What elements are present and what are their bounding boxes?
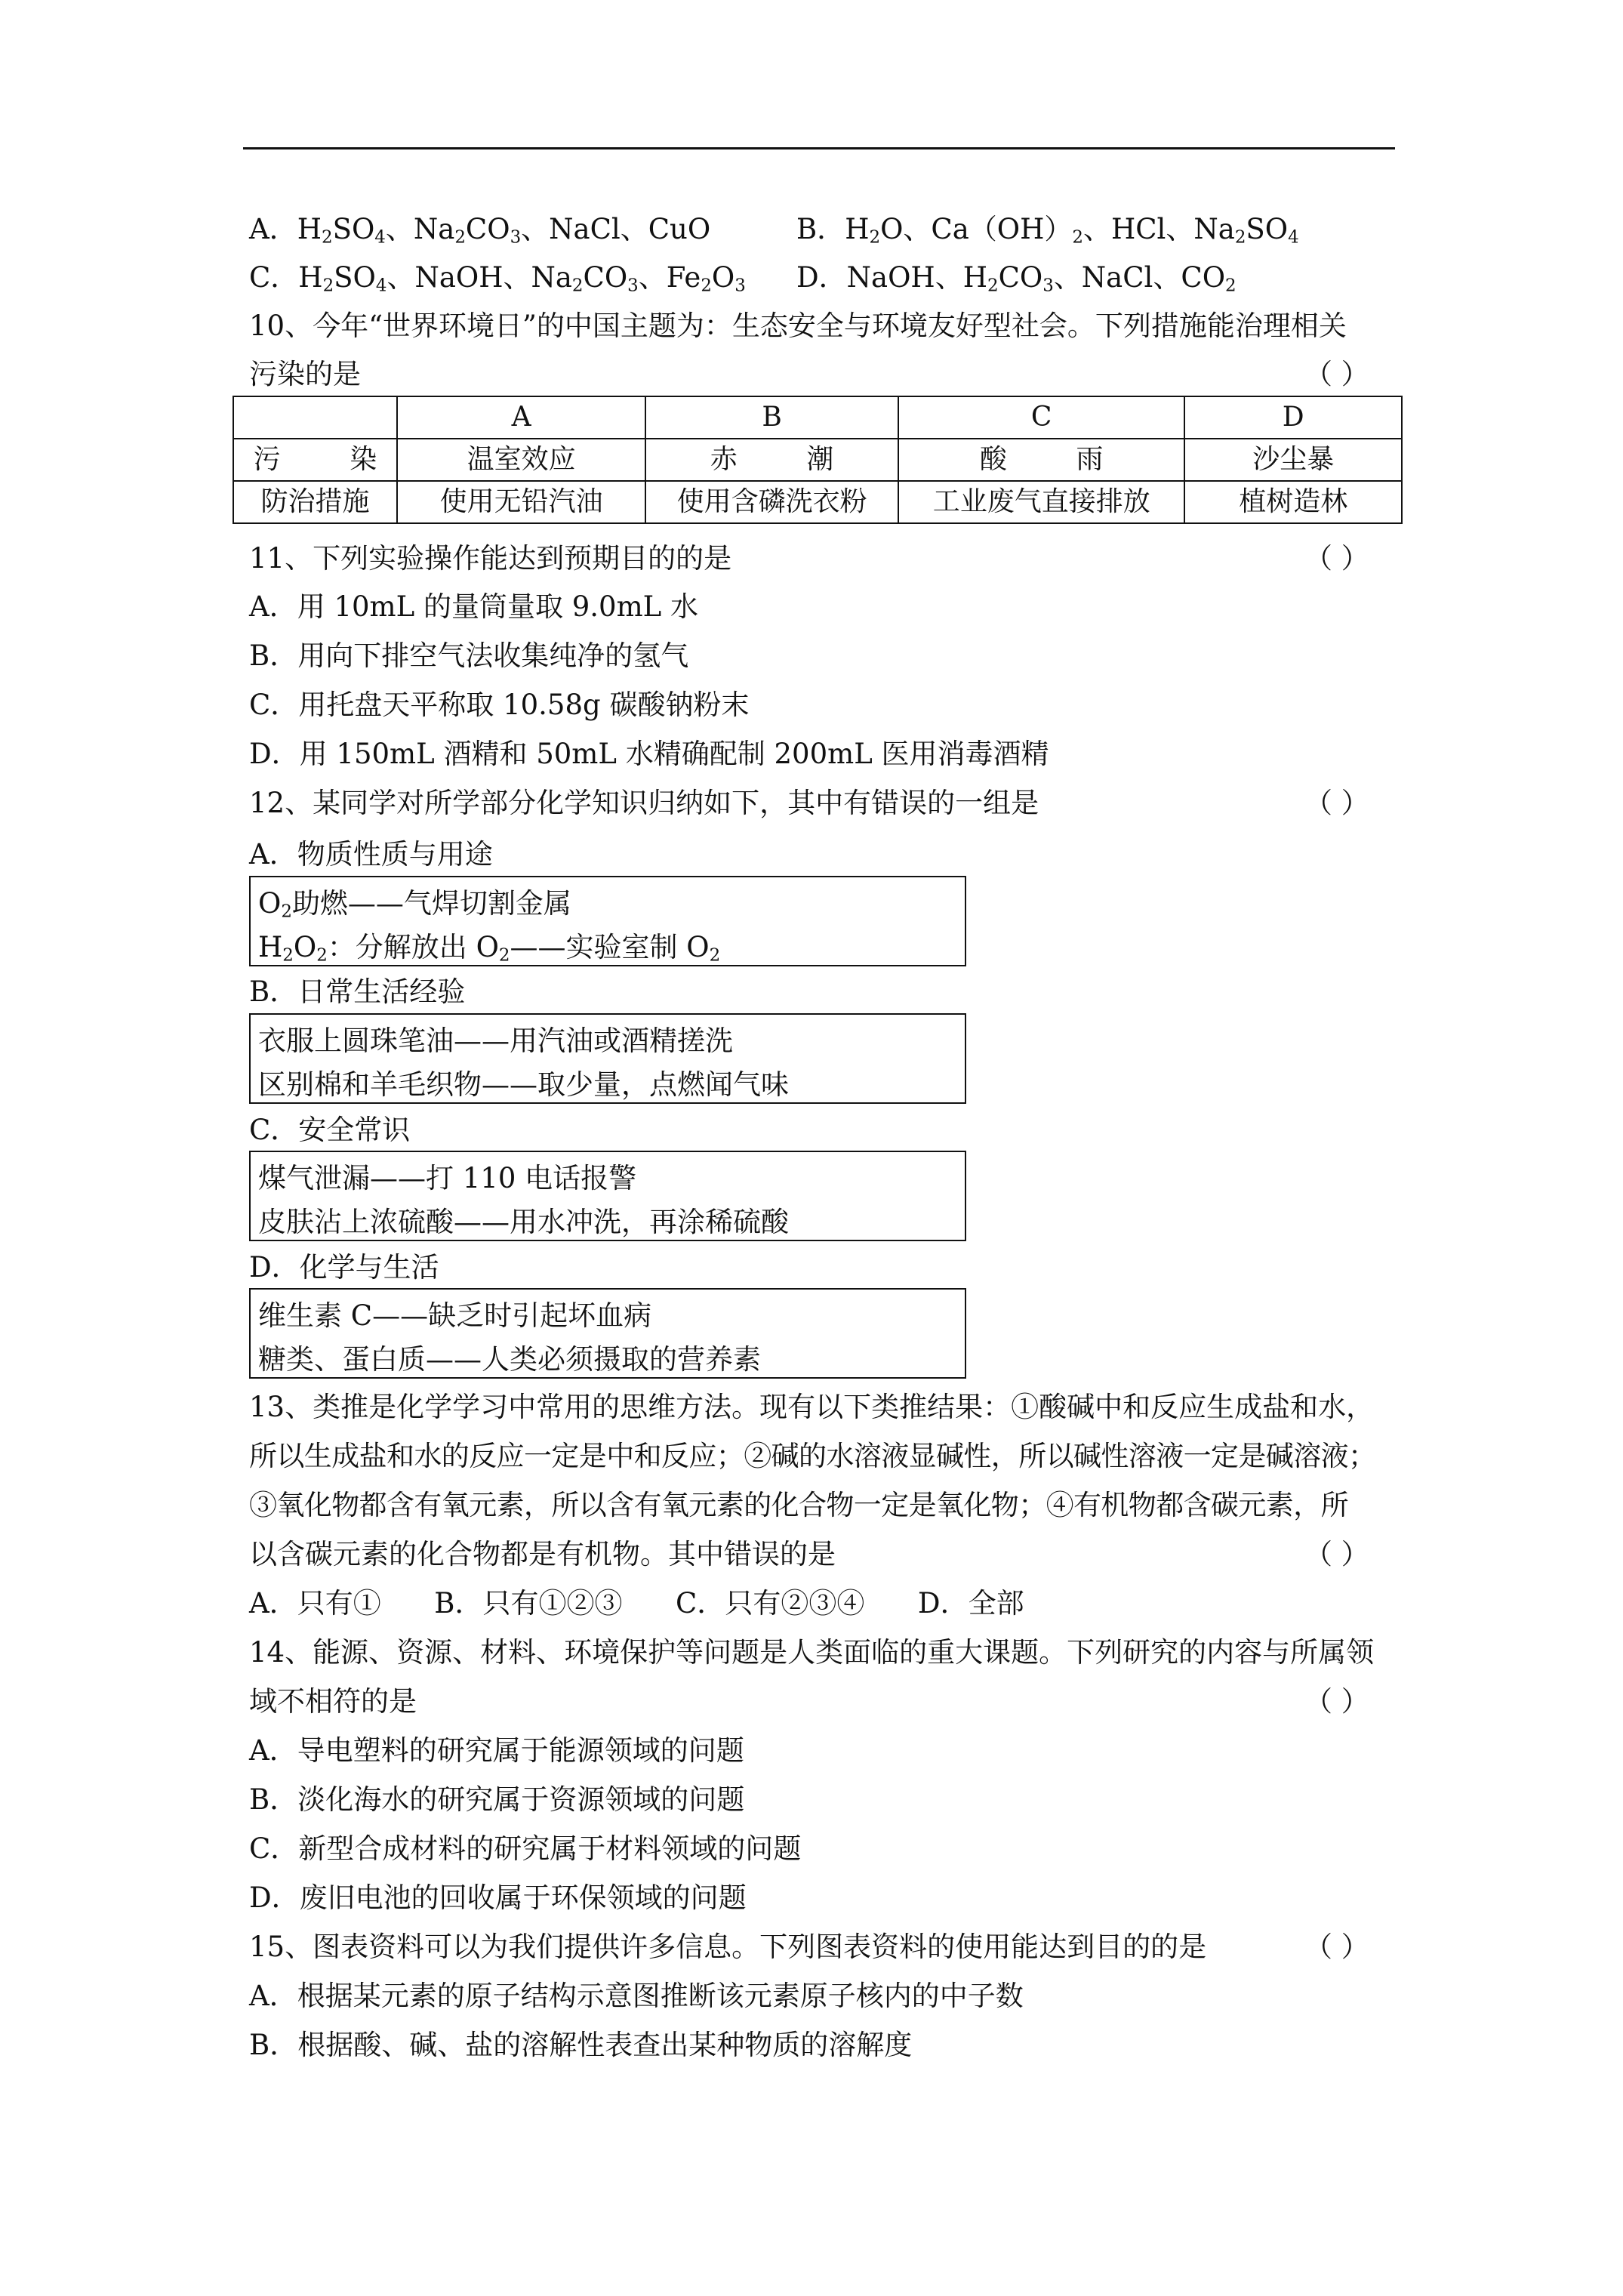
q11-option-a: A．用 10mL 的量筒量取 9.0mL 水 — [249, 590, 698, 623]
q13-line4: 以含碳元素的化合物都是有机物。其中错误的是 — [249, 1538, 836, 1570]
q13-options: A．只有① B．只有①②③ C．只有②③④ D．全部 — [249, 1587, 1024, 1620]
q14-line2: 域不相符的是 — [249, 1685, 417, 1718]
q10-stem-line2: 污染的是 — [249, 358, 361, 390]
table-row — [233, 439, 1402, 481]
q12-b-line1: 衣服上圆珠笔油——用汽油或酒精搓洗 — [258, 1025, 733, 1057]
q12-option-b-label: B．日常生活经验 — [249, 975, 466, 1008]
table-cell: 温室效应 — [397, 439, 645, 481]
table-cell: A — [397, 396, 645, 439]
table-cell: B — [645, 396, 898, 439]
q13-line3: ③氧化物都含有氧元素，所以含有氧元素的化合物一定是氧化物；④有机物都含碳元素，所 — [249, 1489, 1348, 1521]
q14-line1: 14、能源、资源、材料、环境保护等问题是人类面临的重大课题。下列研究的内容与所属领 — [249, 1636, 1375, 1669]
q12-option-a-label: A．物质性质与用途 — [249, 838, 493, 871]
table-cell: 使用无铅汽油 — [397, 481, 645, 523]
q10-answer-paren: （ ） — [1304, 358, 1369, 390]
q14-option-b: B．淡化海水的研究属于资源领域的问题 — [249, 1783, 745, 1816]
q12-option-d-box — [249, 1288, 966, 1379]
table-cell: C — [898, 396, 1185, 439]
q12-option-a-box — [249, 876, 966, 966]
table-row — [233, 481, 1402, 523]
q10-stem-line1: 10、今年“世界环境日”的中国主题为：生态安全与环境友好型社会。下列措施能治理相关 — [249, 310, 1347, 342]
q11-answer-paren: （ ） — [1304, 542, 1369, 575]
table-cell: 酸 雨 — [898, 439, 1185, 481]
q9-option-c: C．$H_2SO_4$、NaOH、$Na_2CO_3$、$Fe_2O_3$ — [249, 261, 746, 296]
table-cell: 工业废气直接排放 — [898, 481, 1185, 523]
q14-option-a: A．导电塑料的研究属于能源领域的问题 — [249, 1734, 744, 1767]
q12-c-line2: 皮肤沾上浓硫酸——用水冲洗，再涂稀硫酸 — [258, 1206, 789, 1238]
table-cell: 赤 潮 — [645, 439, 898, 481]
q11-option-b: B．用向下排空气法收集纯净的氢气 — [249, 639, 689, 672]
q12-b-line2: 区别棉和羊毛织物——取少量，点燃闻气味 — [258, 1068, 789, 1101]
q12-a-line1: $O_2$助燃——气焊切割金属 — [258, 887, 571, 922]
q13-answer-paren: （ ） — [1304, 1538, 1369, 1570]
q12-answer-paren: （ ） — [1304, 787, 1369, 819]
q12-option-c-box — [249, 1151, 966, 1241]
table-header-row — [233, 396, 1402, 439]
q14-answer-paren: （ ） — [1304, 1685, 1369, 1718]
table-cell: 污 染 — [233, 439, 397, 481]
q12-d-line1: 维生素 C——缺乏时引起坏血病 — [258, 1299, 652, 1332]
q13-line2: 所以生成盐和水的反应一定是中和反应；②碱的水溶液显碱性，所以碱性溶液一定是碱溶液； — [249, 1440, 1376, 1472]
q13-line1: 13、类推是化学学习中常用的思维方法。现有以下类推结果：①酸碱中和反应生成盐和水， — [249, 1391, 1375, 1423]
q12-option-d-label: D．化学与生活 — [249, 1251, 439, 1284]
q14-option-c: C．新型合成材料的研究属于材料领域的问题 — [249, 1832, 802, 1865]
q9-option-b: B．$H_2O$、$Ca(OH)_2$、HCl、$Na_2SO_4$ — [796, 213, 1299, 248]
q12-c-line1: 煤气泄漏——打 110 电话报警 — [258, 1162, 637, 1194]
q15-stem: 15、图表资料可以为我们提供许多信息。下列图表资料的使用能达到目的的是 — [249, 1931, 1207, 1963]
q12-a-line2: $H_2O_2$：分解放出 $O_2——$实验室制 $O_2$ — [258, 931, 721, 966]
table-cell: 植树造林 — [1184, 481, 1402, 523]
q12-stem: 12、某同学对所学部分化学知识归纳如下，其中有错误的一组是 — [249, 787, 1039, 819]
q12-option-b-box — [249, 1013, 966, 1104]
table-cell: 使用含磷洗衣粉 — [645, 481, 898, 523]
table-cell: 沙尘暴 — [1184, 439, 1402, 481]
q11-option-c: C．用托盘天平称取 10.58g 碳酸钠粉末 — [249, 689, 750, 721]
q15-option-b: B．根据酸、碱、盐的溶解性表查出某种物质的溶解度 — [249, 2029, 913, 2061]
q15-option-a: A．根据某元素的原子结构示意图推断该元素原子核内的中子数 — [249, 1980, 1024, 2012]
q11-stem: 11、下列实验操作能达到预期目的的是 — [249, 542, 732, 575]
table-cell — [233, 396, 397, 439]
table-cell: D — [1184, 396, 1402, 439]
q9-option-d: D．NaOH、$H_2CO_3$、NaCl、$CO_2$ — [796, 261, 1236, 296]
q10-table — [233, 396, 1403, 524]
q9-option-a: A．$H_2SO_4$、$Na_2CO_3$、NaCl、CuO — [249, 213, 711, 248]
q12-option-c-label: C．安全常识 — [249, 1114, 411, 1146]
header-rule — [243, 147, 1395, 149]
q12-d-line2: 糖类、蛋白质——人类必须摄取的营养素 — [258, 1343, 761, 1376]
q11-option-d: D．用 150mL 酒精和 50mL 水精确配制 200mL 医用消毒酒精 — [249, 738, 1049, 770]
q15-answer-paren: （ ） — [1304, 1931, 1369, 1963]
q14-option-d: D．废旧电池的回收属于环保领域的问题 — [249, 1881, 747, 1914]
table-cell: 防治措施 — [233, 481, 397, 523]
